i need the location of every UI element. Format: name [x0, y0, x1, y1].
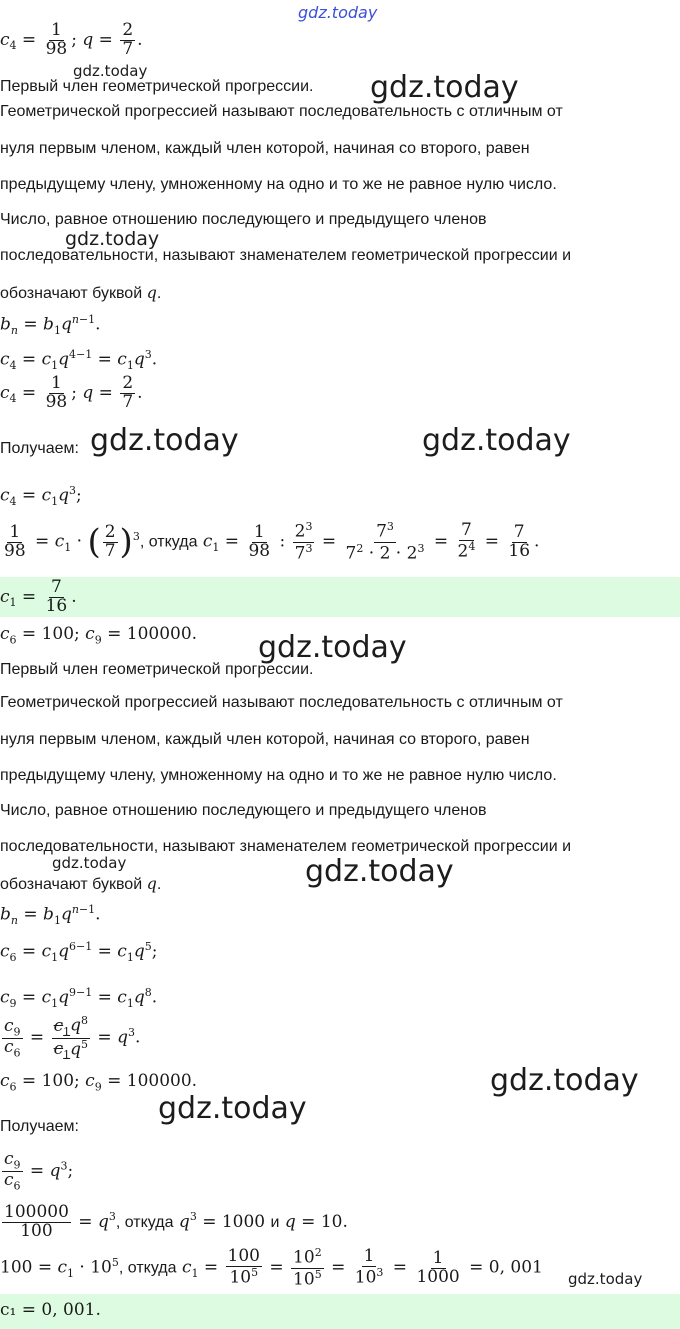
given-line: $c_4$ = $\frac{1}{98}$ ; q = $\frac{2}{7}$ .: [0, 373, 143, 412]
heading: Первый член геометрической прогрессии.: [0, 661, 314, 678]
definition-line: нуля первым членом, каждый член которой, начиная со второго, равен: [0, 731, 530, 748]
definition-line: Геометрической прогрессией называют последовательность с отличным от: [0, 694, 563, 711]
ratio-line: $\frac{c_9}{c_6}$ = $q^3$;: [4, 1149, 74, 1193]
definition-line: предыдущему члену, умноженному на одно и то же не равное нулю число.: [0, 767, 557, 784]
definition-line: последовательности, называют знаменателем геометрической прогрессии и: [0, 247, 572, 264]
definition-line: обозначают буквой q.: [0, 874, 162, 893]
step-line: $c_4 = c_1q^3$;: [0, 484, 82, 509]
watermark: gdz.today: [490, 1063, 639, 1098]
answer: c₁ = 0, 001.: [0, 1300, 101, 1320]
answer: $c_1$ = $\frac{7}{16}$ .: [0, 577, 77, 616]
equation-line: $100 = c_1 \cdot 10^5$, откуда $c_1$ = $\frac{100}{10^5}$ = $\frac{10^2}{10^5}$ = $\frac{1}{10^3}$ = $\frac{1}{1000}$ = 0, 001: [0, 1246, 543, 1290]
equation-line: $\frac{100000}{100}$ = $q^3$, откуда $q^3 = 1000$ и q = 10.: [4, 1202, 348, 1241]
watermark: gdz.today: [422, 423, 571, 458]
watermark: gdz.today: [258, 630, 407, 665]
watermark: gdz.today: [298, 3, 378, 22]
watermark: gdz.today: [90, 423, 239, 458]
formula-line: $b_n = b_1q^{n-1}$.: [0, 313, 101, 338]
given-line: $c_6 = 100$; $c_9 = 100000$.: [0, 1071, 198, 1094]
step-line: $c_9 = c_1q^{9-1} = c_1q^8$.: [0, 986, 158, 1011]
definition-line: обозначают буквой q.: [0, 283, 162, 302]
given-line: $c_6 = 100$; $c_9 = 100000$.: [0, 624, 198, 647]
equation-line: $\frac{1}{98}$ = $c_1$ · ( $\frac{2}{7}$ )$^3$, откуда $c_1$ = $\frac{1}{98}$ : $\frac{2^3}{7^3}$ = $\frac{7^3}{7^2 \cdot 2 \cdot 2^3}$ = $\frac{7}{2^4}$ = $\frac{7}{16}$ .: [4, 520, 540, 564]
watermark: gdz.today: [52, 854, 127, 872]
watermark: gdz.today: [568, 1270, 643, 1288]
watermark: gdz.today: [73, 62, 148, 80]
definition-line: Число, равное отношению последующего и предыдущего членов: [0, 802, 487, 819]
formula-line: $b_n = b_1q^{n-1}$.: [0, 903, 101, 928]
given-line: $c_4$ = $\frac{1}{98}$ ; q = $\frac{2}{7}$ .: [0, 20, 143, 59]
answer-highlight: [0, 577, 680, 617]
step-line: $c_4 = c_1q^{4-1} = c_1q^3$.: [0, 348, 158, 373]
obtain-label: Получаем:: [0, 440, 79, 457]
watermark: gdz.today: [370, 70, 519, 105]
definition-line: последовательности, называют знаменателем геометрической прогрессии и: [0, 838, 572, 855]
step-line: $c_6 = c_1q^{6-1} = c_1q^5$;: [0, 940, 158, 965]
obtain-label: Получаем:: [0, 1118, 79, 1135]
watermark: gdz.today: [65, 228, 160, 250]
definition-line: Геометрической прогрессией называют последовательность с отличным от: [0, 103, 563, 120]
answer-highlight: [0, 1294, 680, 1329]
definition-line: предыдущему члену, умноженному на одно и то же не равное нулю число.: [0, 176, 557, 193]
ratio-line: $\frac{c_9}{c_6}$ = $\frac{c_1q^8}{c_1q^5}$ = $q^3$.: [4, 1014, 141, 1062]
heading: Первый член геометрической прогрессии.: [0, 78, 314, 95]
definition-line: Число, равное отношению последующего и предыдущего членов: [0, 211, 487, 228]
watermark: gdz.today: [158, 1091, 307, 1126]
definition-line: нуля первым членом, каждый член которой, начиная со второго, равен: [0, 140, 530, 157]
watermark: gdz.today: [305, 854, 454, 889]
